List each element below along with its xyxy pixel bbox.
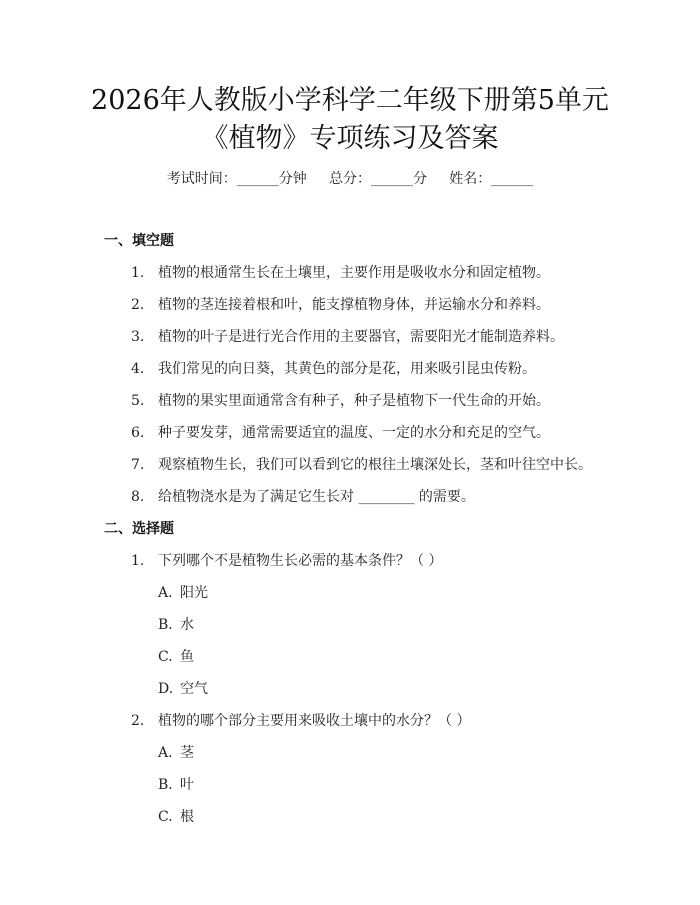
question-number: 5. [131,393,145,409]
question-item [131,454,592,474]
option-letter: A. [158,585,173,601]
document-title-line2: 《植物》专项练习及答案 [201,123,499,154]
question-number: 3. [131,329,145,345]
option-text: 根 [180,809,194,825]
answer-option [158,774,194,794]
answer-option [158,806,194,826]
option-letter: C. [158,649,173,665]
section-heading-fill-blank: 一、填空题 [104,233,174,249]
answer-option [158,678,208,698]
option-letter: B. [158,617,173,633]
question-item [131,326,564,346]
answer-option [158,742,194,762]
question-text: 给植物浇水是为了满足它生长对 ________ 的需要。 [158,489,475,505]
question-text: 植物的茎连接着根和叶，能支撑植物身体，并运输水分和养料。 [158,297,550,313]
question-item [131,390,550,410]
question-number: 1. [131,553,145,569]
question-text: 我们常见的向日葵，其黄色的部分是花，用来吸引昆虫传粉。 [158,361,536,377]
option-letter: C. [158,809,173,825]
answer-option [158,582,208,602]
question-text: 植物的哪个部分主要用来吸收土壤中的水分？（ ） [158,713,471,729]
question-number: 2. [131,297,145,313]
question-text: 植物的根通常生长在土壤里，主要作用是吸收水分和固定植物。 [158,265,550,281]
option-text: 水 [180,617,194,633]
question-number: 7. [131,457,145,473]
option-letter: A. [158,745,173,761]
question-text: 观察植物生长，我们可以看到它的根往土壤深处长，茎和叶往空中长。 [158,457,592,473]
answer-option [158,614,194,634]
question-item [131,262,550,282]
option-text: 茎 [180,745,194,761]
document-title-line1: 2026年人教版小学科学二年级下册第5单元 [91,85,609,116]
question-number: 4. [131,361,145,377]
question-item [131,486,475,506]
question-text: 种子要发芽，通常需要适宜的温度、一定的水分和充足的空气。 [158,425,550,441]
option-text: 阳光 [180,585,208,601]
option-text: 空气 [180,681,208,697]
option-letter: B. [158,777,173,793]
exam-info: 考试时间：______分钟 总分：______分 姓名：______ [166,171,534,187]
question-number: 8. [131,489,145,505]
option-letter: D. [158,681,174,697]
option-text: 鱼 [180,649,194,665]
question-item [131,294,550,314]
question-item [131,710,470,730]
question-text: 植物的叶子是进行光合作用的主要器官，需要阳光才能制造养料。 [158,329,564,345]
section-heading-multiple-choice: 二、选择题 [104,521,174,537]
option-text: 叶 [180,777,194,793]
question-number: 6. [131,425,145,441]
question-number: 2. [131,713,145,729]
question-text: 植物的果实里面通常含有种子，种子是植物下一代生命的开始。 [158,393,550,409]
question-item [131,550,442,570]
question-item [131,358,536,378]
answer-option [158,646,194,666]
question-item [131,422,550,442]
question-text: 下列哪个不是植物生长必需的基本条件？（ ） [158,553,443,569]
question-number: 1. [131,265,145,281]
